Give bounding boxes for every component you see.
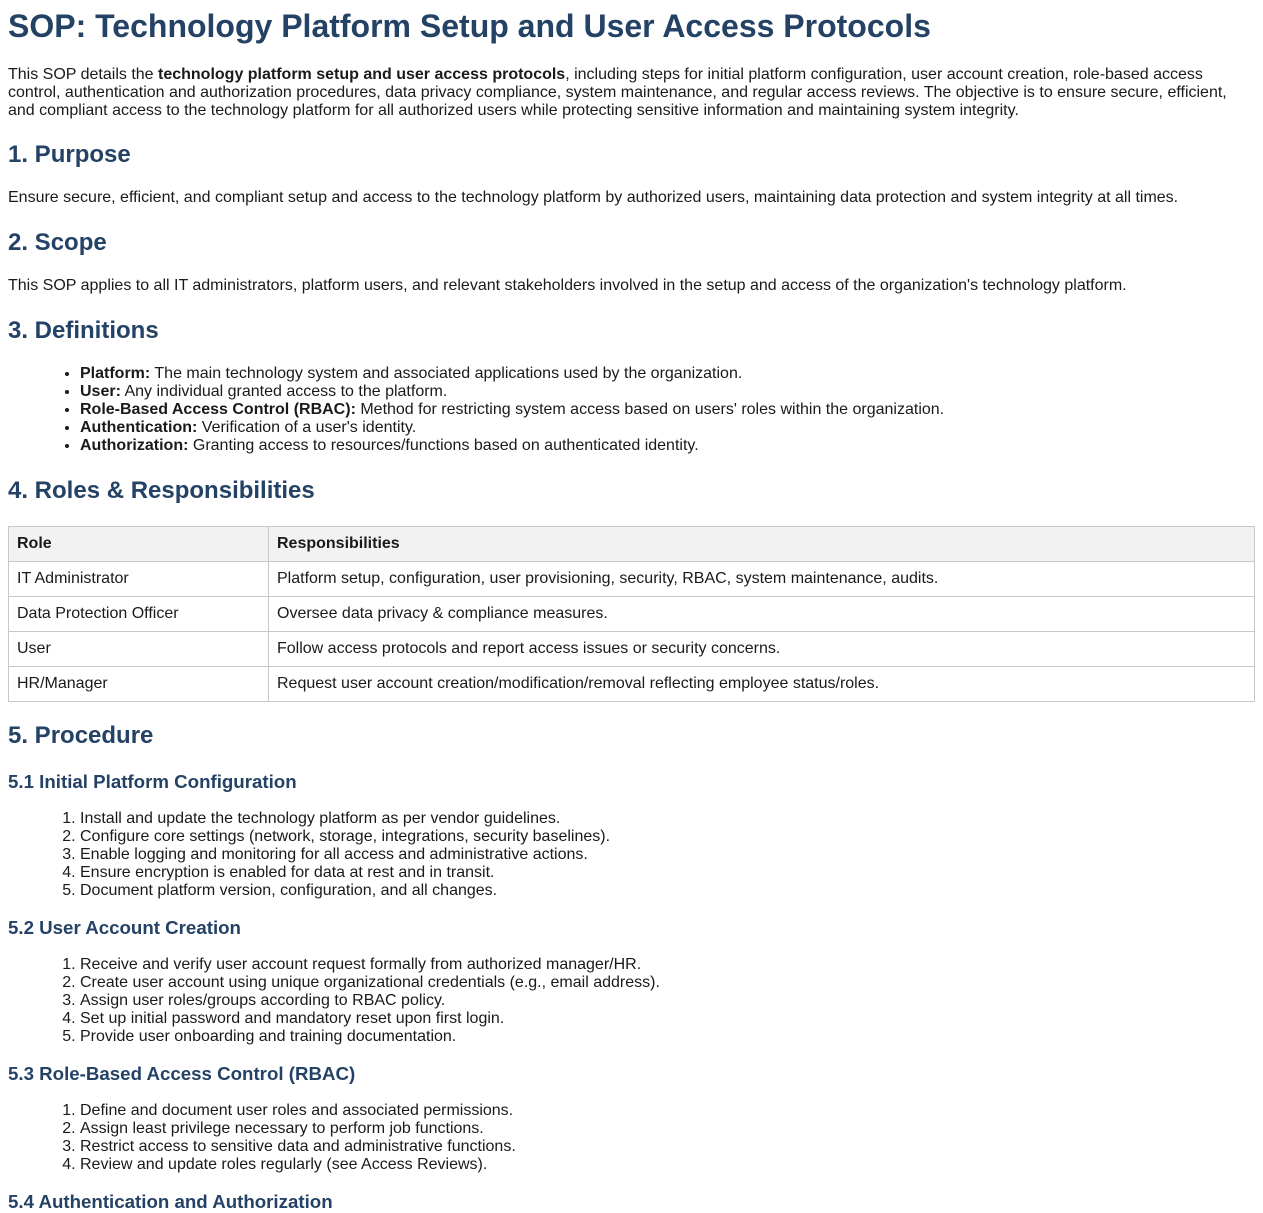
column-header-responsibilities: Responsibilities	[269, 527, 1255, 562]
responsibility-cell: Follow access protocols and report access issues or security concerns.	[269, 632, 1255, 667]
definition-item	[80, 437, 1255, 455]
steps-list-5-3	[8, 1102, 1255, 1174]
list-item: 1. Define and document user roles and associated permissions.	[80, 1102, 1255, 1120]
subsection-heading-5-4: 5.4 Authentication and Authorization	[8, 1191, 333, 1212]
responsibility-cell: Oversee data privacy & compliance measures.	[269, 597, 1255, 632]
roles-table	[8, 526, 1255, 702]
definitions-heading: 3. Definitions	[8, 317, 159, 344]
list-item: 2. Assign least privilege necessary to perform job functions.	[80, 1120, 1255, 1138]
roles-heading: 4. Roles & Responsibilities	[8, 477, 315, 504]
intro-text-before: This SOP details the	[8, 66, 158, 83]
definition-desc: Granting access to resources/functions based on authenticated identity.	[188, 437, 699, 454]
list-item: 5. Document platform version, configuration, and all changes.	[80, 882, 1255, 900]
column-header-role: Role	[9, 527, 269, 562]
definition-term: User:	[80, 383, 121, 400]
steps-list-5-1	[8, 810, 1255, 900]
table-row	[9, 597, 1255, 632]
list-item: 2. Configure core settings (network, storage, integrations, security baselines).	[80, 828, 1255, 846]
procedure-heading: 5. Procedure	[8, 722, 154, 749]
intro-text-after: , including steps for initial platform configuration, user account creation, role-based access control, authentication and authorization procedures, data privacy compliance, system maintenance, and regular access reviews. The objective is to ensure secure, efficient, and compliant access to the technology platform for all authorized users while protecting sensitive information and maintaining system integrity.	[8, 66, 1227, 119]
list-item: 5. Provide user onboarding and training documentation.	[80, 1028, 1255, 1046]
definition-term: Authorization:	[80, 437, 189, 454]
definition-item	[80, 365, 1255, 383]
scope-heading: 2. Scope	[8, 229, 107, 256]
list-item: 3. Enable logging and monitoring for all access and administrative actions.	[80, 846, 1255, 864]
definition-term: Authentication:	[80, 419, 198, 436]
intro-paragraph	[8, 66, 1255, 120]
definition-desc: Any individual granted access to the platform.	[120, 383, 448, 400]
definition-item	[80, 383, 1255, 401]
table-row	[9, 562, 1255, 597]
list-item: 1. Receive and verify user account request formally from authorized manager/HR.	[80, 956, 1255, 974]
definition-term: Platform:	[80, 365, 151, 382]
steps-list-5-2	[8, 956, 1255, 1046]
definition-item	[80, 401, 1255, 419]
role-cell: User	[9, 632, 269, 667]
definition-term: Role-Based Access Control (RBAC):	[80, 401, 356, 418]
role-cell: HR/Manager	[9, 667, 269, 702]
purpose-text: Ensure secure, efficient, and compliant setup and access to the technology platform by authorized users, maintaining data protection and system integrity at all times.	[8, 189, 1179, 206]
responsibility-cell: Request user account creation/modification/removal reflecting employee status/roles.	[269, 667, 1255, 702]
role-cell: Data Protection Officer	[9, 597, 269, 632]
document-title: SOP: Technology Platform Setup and User Access Protocols	[8, 8, 931, 44]
definition-desc: Method for restricting system access based on users' roles within the organization.	[355, 401, 945, 418]
table-row	[9, 632, 1255, 667]
list-item: 1. Install and update the technology platform as per vendor guidelines.	[80, 810, 1255, 828]
list-item: 3. Assign user roles/groups according to RBAC policy.	[80, 992, 1255, 1010]
purpose-heading: 1. Purpose	[8, 141, 131, 168]
definition-desc: The main technology system and associated applications used by the organization.	[150, 365, 743, 382]
subsection-heading-5-2: 5.2 User Account Creation	[8, 917, 241, 938]
definitions-list	[8, 365, 1255, 455]
definition-desc: Verification of a user's identity.	[197, 419, 417, 436]
intro-text-bold: technology platform setup and user access protocols	[158, 66, 566, 83]
subsection-heading-5-1: 5.1 Initial Platform Configuration	[8, 771, 297, 792]
list-item: 4. Review and update roles regularly (see Access Reviews).	[80, 1156, 1255, 1174]
list-item: 4. Ensure encryption is enabled for data at rest and in transit.	[80, 864, 1255, 882]
scope-text: This SOP applies to all IT administrators, platform users, and relevant stakeholders involved in the setup and access of the organization's technology platform.	[8, 277, 1127, 294]
table-row	[9, 667, 1255, 702]
list-item: 4. Set up initial password and mandatory reset upon first login.	[80, 1010, 1255, 1028]
list-item: 2. Create user account using unique organizational credentials (e.g., email address).	[80, 974, 1255, 992]
list-item: 3. Restrict access to sensitive data and administrative functions.	[80, 1138, 1255, 1156]
role-cell: IT Administrator	[9, 562, 269, 597]
subsection-heading-5-3: 5.3 Role-Based Access Control (RBAC)	[8, 1063, 356, 1084]
table-header-row	[9, 527, 1255, 562]
responsibility-cell: Platform setup, configuration, user provisioning, security, RBAC, system maintenance, audits.	[269, 562, 1255, 597]
definition-item	[80, 419, 1255, 437]
